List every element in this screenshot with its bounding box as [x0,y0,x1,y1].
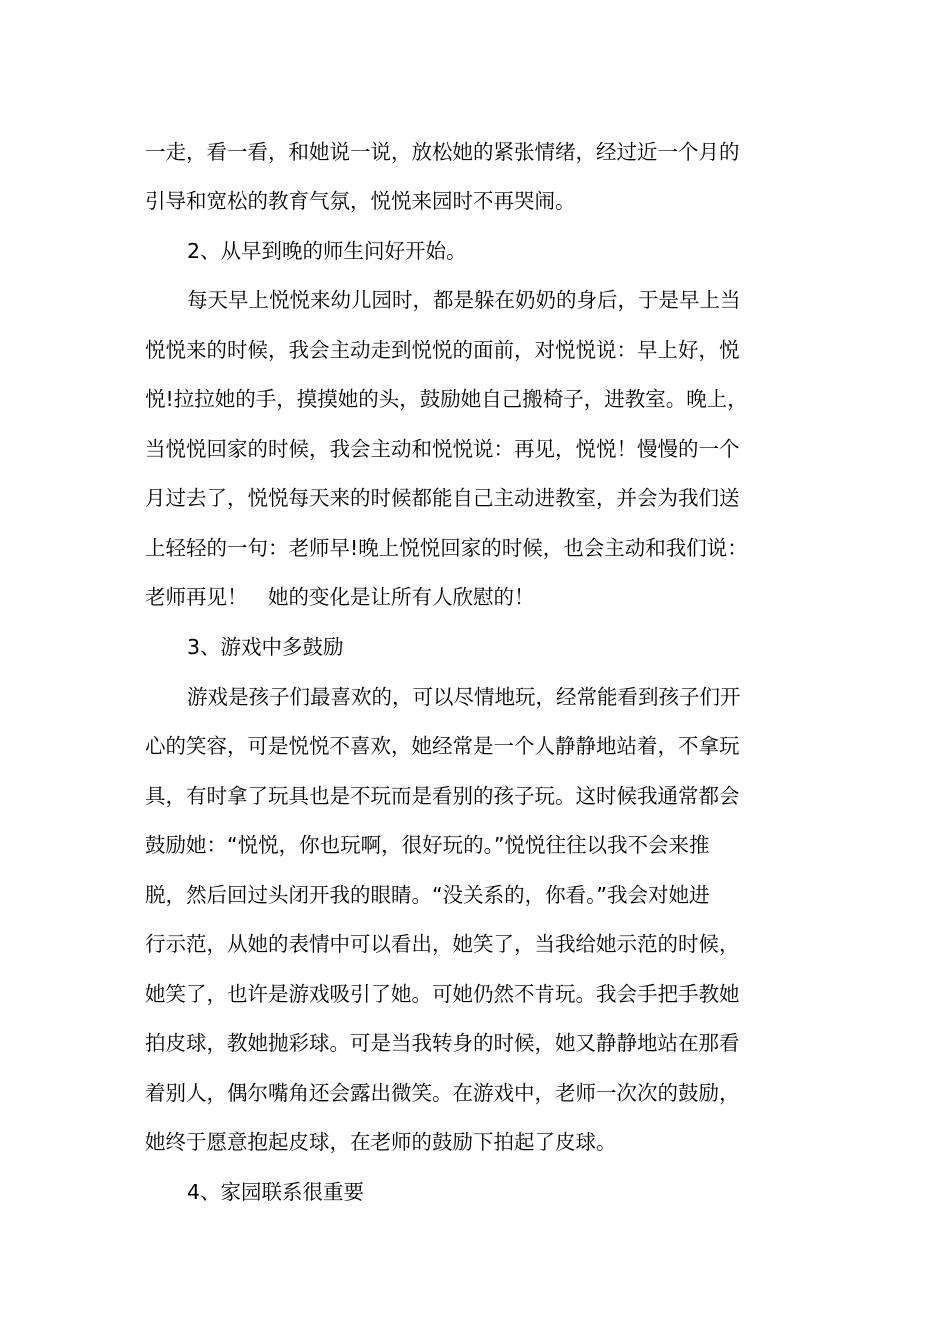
text-line: 上轻轻的一句：老师早!晚上悦悦回家的时候，也会主动和我们说： [145,536,748,560]
text-line: 引导和宽松的教育气氛，悦悦来园时不再哭闹。 [145,189,576,213]
section-heading: 2、从早到晚的师生问好开始。 [187,239,467,263]
text-line: 老师再见！ 她的变化是让所有人欣慰的！ [145,585,535,609]
section-heading: 3、游戏中多鼓励 [187,635,344,659]
text-line: 脱，然后回过头闭开我的眼睛。“没关系的，你看。”我会对她进 [145,883,710,907]
text-line: 鼓励她：“悦悦，你也玩啊，很好玩的。”悦悦往往以我不会来推 [145,833,710,857]
text-line: 一走，看一看，和她说一说，放松她的紧张情绪，经过近一个月的 [145,140,740,164]
text-line: 悦!拉拉她的手，摸摸她的头，鼓励她自己搬椅子，进教室。晚上， [145,387,748,411]
text-line: 着别人，偶尔嘴角还会露出微笑。在游戏中，老师一次次的鼓励， [145,1081,740,1105]
section-heading: 4、家园联系很重要 [187,1180,365,1204]
text-line: 她笑了，也许是游戏吸引了她。可她仍然不肯玩。我会手把手教她 [145,982,740,1006]
text-line: 具，有时拿了玩具也是不玩而是看别的孩子玩。这时候我通常都会 [145,784,740,808]
text-line: 心的笑容，可是悦悦不喜欢，她经常是一个人静静地站着，不拿玩 [145,734,740,758]
text-line: 月过去了，悦悦每天来的时候都能自己主动进教室，并会为我们送 [145,486,740,510]
text-line: 每天早上悦悦来幼儿园时，都是躲在奶奶的身后，于是早上当 [187,288,741,312]
text-line: 游戏是孩子们最喜欢的，可以尽情地玩，经常能看到孩子们开 [187,685,741,709]
text-line: 她终于愿意抱起皮球，在老师的鼓励下拍起了皮球。 [145,1130,617,1154]
text-line: 行示范，从她的表情中可以看出，她笑了，当我给她示范的时候， [145,932,740,956]
text-line: 悦悦来的时候，我会主动走到悦悦的面前，对悦悦说：早上好，悦 [145,338,740,362]
text-line: 当悦悦回家的时候，我会主动和悦悦说：再见，悦悦！慢慢的一个 [145,437,740,461]
text-line: 拍皮球，教她抛彩球。可是当我转身的时候，她又静静地站在那看 [145,1031,740,1055]
